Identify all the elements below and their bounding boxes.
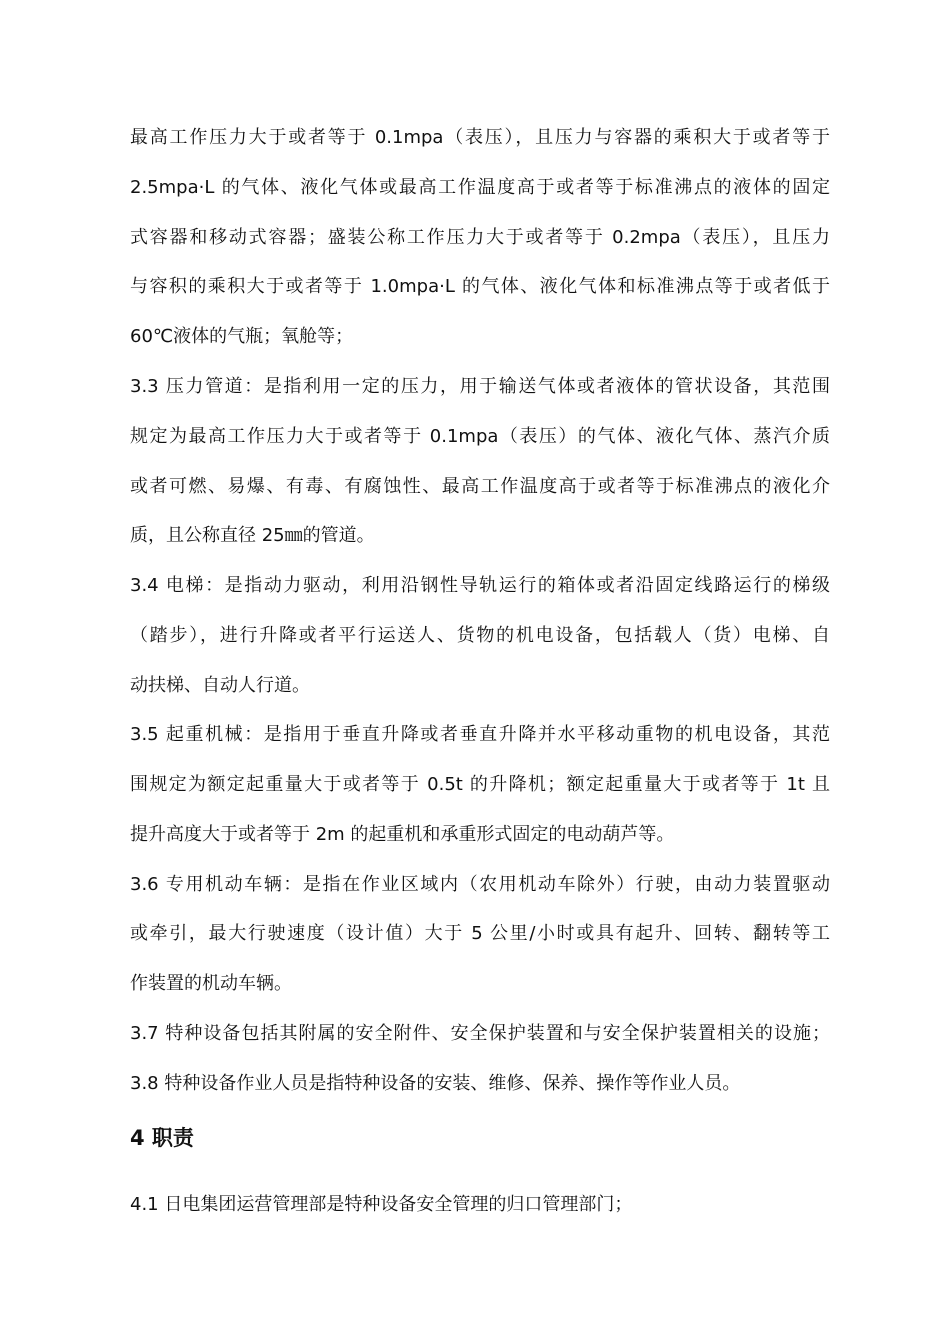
text-line: 或牵引，最大行驶速度（设计值）大于 5 公里/小时或具有起升、回转、翻转等工 bbox=[130, 923, 830, 944]
text-line: 3.7 特种设备包括其附属的安全附件、安全保护装置和与安全保护装置相关的设施； bbox=[130, 1023, 830, 1044]
text-line: 最高工作压力大于或者等于 0.1mpa（表压），且压力与容器的乘积大于或者等于 bbox=[130, 127, 830, 148]
section-heading: 4 职责 bbox=[130, 1126, 194, 1150]
text-line: 3.8 特种设备作业人员是指特种设备的安装、维修、保养、操作等作业人员。 bbox=[130, 1073, 741, 1094]
text-line: （踏步），进行升降或者平行运送人、货物的机电设备，包括载人（货）电梯、自 bbox=[130, 625, 830, 646]
text-line: 与容积的乘积大于或者等于 1.0mpa·L 的气体、液化气体和标准沸点等于或者低于 bbox=[130, 276, 830, 297]
text-line: 3.5 起重机械：是指用于垂直升降或者垂直升降并水平移动重物的机电设备，其范 bbox=[130, 724, 830, 745]
text-line: 规定为最高工作压力大于或者等于 0.1mpa（表压）的气体、液化气体、蒸汽介质 bbox=[130, 426, 830, 447]
text-line: 围规定为额定起重量大于或者等于 0.5t 的升降机；额定起重量大于或者等于 1t 且 bbox=[130, 774, 830, 795]
text-line: 3.3 压力管道：是指利用一定的压力，用于输送气体或者液体的管状设备，其范围 bbox=[130, 376, 830, 397]
text-line: 3.4 电梯：是指动力驱动，利用沿钢性导轨运行的箱体或者沿固定线路运行的梯级 bbox=[130, 575, 830, 596]
text-line: 3.6 专用机动车辆：是指在作业区域内（农用机动车除外）行驶，由动力装置驱动 bbox=[130, 874, 830, 895]
text-line: 式容器和移动式容器；盛装公称工作压力大于或者等于 0.2mpa（表压），且压力 bbox=[130, 227, 830, 248]
text-line: 2.5mpa·L 的气体、液化气体或最高工作温度高于或者等于标准沸点的液体的固定 bbox=[130, 177, 830, 198]
text-line: 动扶梯、自动人行道。 bbox=[130, 675, 310, 696]
text-line: 4.1 日电集团运营管理部是特种设备安全管理的归口管理部门； bbox=[130, 1194, 633, 1215]
text-line: 60℃液体的气瓶；氧舱等； bbox=[130, 326, 354, 347]
text-line: 提升高度大于或者等于 2m 的起重机和承重形式固定的电动葫芦等。 bbox=[130, 824, 675, 845]
text-line: 作装置的机动车辆。 bbox=[130, 973, 292, 994]
text-line: 或者可燃、易爆、有毒、有腐蚀性、最高工作温度高于或者等于标准沸点的液化介 bbox=[130, 476, 830, 497]
text-line: 质，且公称直径 25㎜的管道。 bbox=[130, 525, 375, 546]
